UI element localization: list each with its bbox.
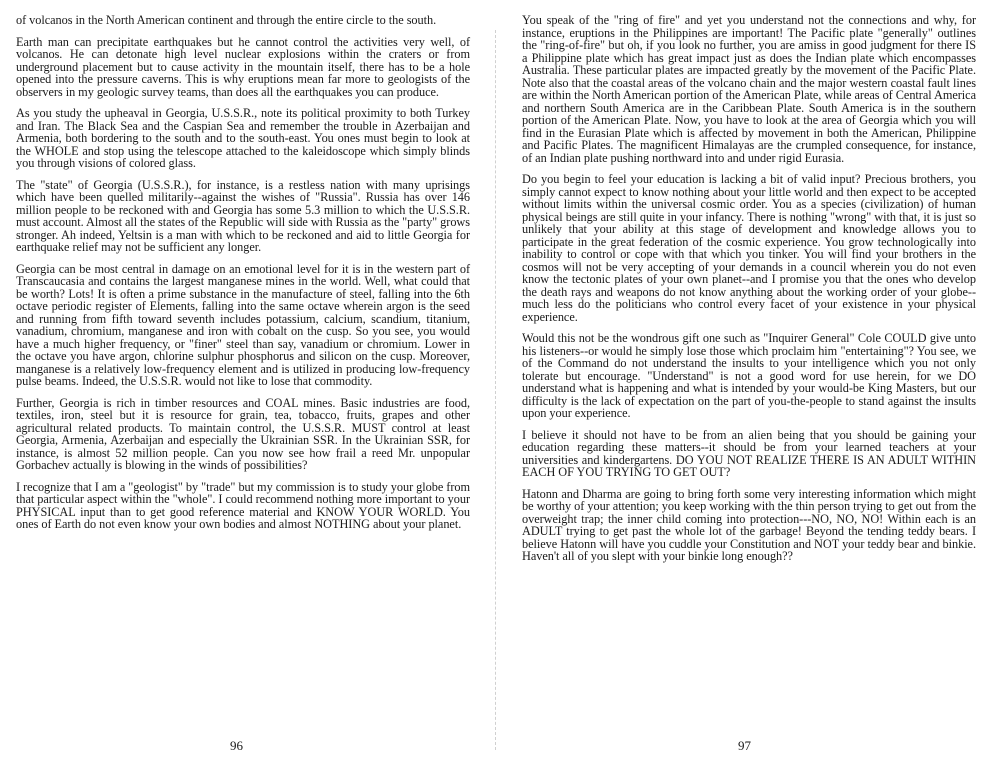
- paragraph: Georgia can be most central in damage on an emotional level for it is in the western part of Transcaucasia and contains the largest manganese mines in the world. Well, what could that be worth? Lots! It is often a prime substance in the manufacture of steel, falling into the 6th octave periodic register of Elements, falling into the same octave wherein argon is the seed and running from fifth toward seventh includes potassium, calcium, scandium, titanium, vanadium, chromium, manganese and iron with cobalt on the cusp. So you see, you would have a much higher frequency, or "finer" steel than say, vanadium or chromium. Lower in the octave you have argon, chlorine sulphur phosphorus and silicon on the cusp. Moreover, manganese is a relatively low-frequency element and is utilized in producing low-frequency pulse beams. Indeed, the U.S.S.R. would not like to lose that commodity.: [16, 261, 470, 388]
- paragraph: I recognize that I am a "geologist" by "trade" but my commission is to study your globe from that particular aspect within the "whole". I could recommend nothing more important to your PHYSICAL input than to get good reference material and KNOW YOUR WORLD. You ones of Earth do not even know your own bodies and almost NOTHING about your planet.: [16, 479, 470, 531]
- right-page: [522, 14, 976, 572]
- paragraph: As you study the upheaval in Georgia, U.S.S.R., note its political proximity to both Turkey and Iran. The Black Sea and the Caspian Sea and remember the trouble in Azerbaijan and Armenia, both bordering to the south and to the south-east. You ones must begin to look at the WHOLE and stop using the telescope attached to the kaleidoscope which simply blinds you through visions of colored glass.: [16, 106, 470, 170]
- paragraph: You speak of the "ring of fire" and yet you understand not the connections and why, for instance, eruptions in the Philippines are important! The Pacific plate "generally" outlines the "ring-of-fire" but oh, if you look no further, you are amiss in good judgment for there IS a Philippine plate which has great impact just as does the Indian plate which encompasses Australia. These particular plates are impacted greatly by the movement of the Pacific Plate. Note also that the coastal areas of the volcano chain and the major western coastal fault lines are within the North American portion of the American Plate, while areas of Central America and northern South America are in the Caribbean Plate. South America is in the southern portion of the American Plate. Now, you have to look at the area of Georgia which you will find in the Eurasian Plate which is affected by movement in both the American, Philippine and Pacific Plates. The magnificent Himalayas are the crumpled consequence, for instance, of an Indian plate pushing northward into and under rigid Eurasia.: [522, 13, 976, 165]
- paragraph: Hatonn and Dharma are going to bring forth some very interesting information which might be worthy of your attention; you keep working with the thin person trying to get out from the overweight trap; the inner child coming into protection---NO, NO, NO! Within each is an ADULT trying to get past the whole lot of the garbage! Beyond the tending teddy bears. I believe Hatonn will have you cuddle your Constitution and NOT your teddy bear and binkie. Haven't all of you slept with your binkie long enough??: [522, 486, 976, 563]
- paragraph: Do you begin to feel your education is lacking a bit of valid input? Precious brothers, you simply cannot expect to know nothing about your little world and then expect to be accepted without limits within the universal cosmic order. You as a species (civilization) of human physical beings are still quite in your infancy. There is nothing "wrong" with that, it is just so unlikely that your ability at this stage of development and knowledge allows you to participate in the great federation of the cosmic experience. You grow technologically into inability to control or cope with that which you tinker. You will find your brothers in the cosmos will not be very accepting of your demands in a council wherein you do not even know the tectonic plates of your own planet--and I promise you that the ones who develop the death rays and weapons do not know anything about the working order of your globe--much less do the politicians who control every facet of your existence in your physical experience.: [522, 172, 976, 324]
- paragraph: Would this not be the wondrous gift one such as "Inquirer General" Cole COULD give unto his listeners--or would he simply lose those which proclaim him "entertaining"? You see, we of the Command do not understand the insults to your intelligence which you not only tolerate but encourage. "Understand" is not a good word for use herein, for we DO understand what is happening and what is intended by your would-be King Masters, but our difficulty is the lack of expectation on the part of you-the-people to stand against the insults upon your experience.: [522, 331, 976, 420]
- page-gutter: [495, 30, 496, 750]
- page-number-right: 97: [738, 738, 751, 753]
- paragraph: Earth man can precipitate earthquakes but he cannot control the activities very well, of volcanos. He can detonate high level nuclear explosions within the craters or from underground placement but to cause activity in the mountain itself, there has to be a hole opened into the pressure caverns. This is why eruptions mean far more to geologists of the observers in my geologic survey teams, than does all the earthquakes you can produce.: [16, 34, 470, 99]
- paragraph: The "state" of Georgia (U.S.S.R.), for instance, is a restless nation with many uprisings which have been quelled militarily--against the wishes of "Russia". Russia has over 146 million people to be reckoned with and Georgia has some 5.3 million to which the U.S.S.R. must account. Almost all the states of the Republic will side with Russia as the "party" grows stronger. Ah indeed, Yeltsin is a man with which to be reckoned and aid to little Georgia for earthquake relief may not be sufficient any longer.: [16, 177, 470, 254]
- paragraph: of volcanos in the North American continent and through the entire circle to the south.: [16, 13, 437, 27]
- paragraph: Further, Georgia is rich in timber resources and COAL mines. Basic industries are food, textiles, iron, steel but it is resource for grain, tea, tobacco, fruits, grapes and other agricultural related products. To maintain control, the U.S.S.R. MUST control at least Georgia, Armenia, Azerbaijan and especially the Ukrainian SSR. In the Ukrainian SSR, for instance, is almost 52 million people. Can you now see how frail a reed Mr. unpopular Gorbachev actually is blowing in the winds of possibilities?: [16, 395, 470, 472]
- paragraph: I believe it should not have to be from an alien being that you should be gaining your education regarding these matters--it should be from your learned teachers at your universities and kindergartens. DO YOU NOT REALIZE THERE IS AN ADULT WITHIN EACH OF YOU TRYING TO GET OUT?: [522, 427, 976, 479]
- page-number-left: 96: [230, 738, 243, 753]
- left-page: [16, 14, 470, 540]
